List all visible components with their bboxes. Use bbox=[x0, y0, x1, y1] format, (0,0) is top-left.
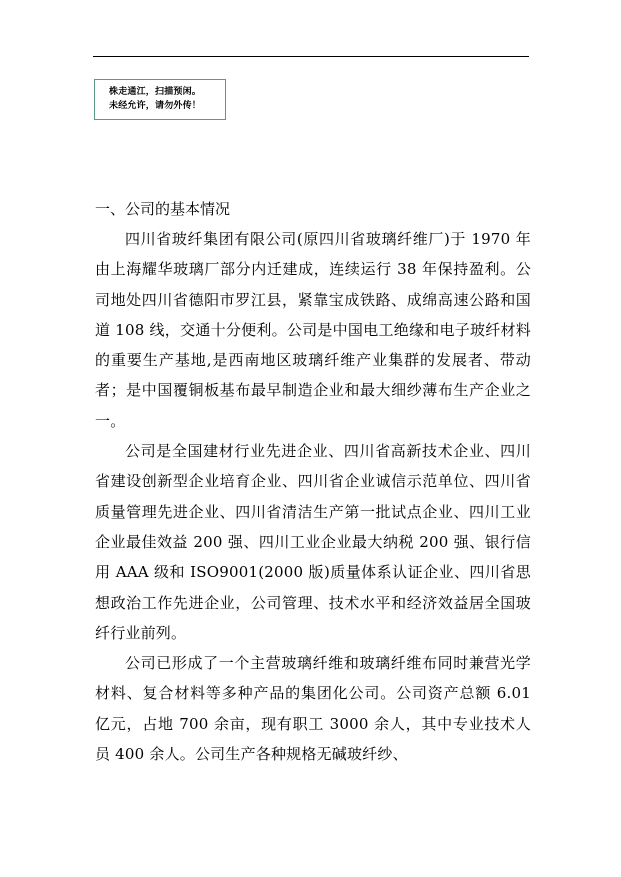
document-body bbox=[95, 194, 531, 769]
paragraph: 公司是全国建材行业先进企业、四川省高新技术企业、四川省建设创新型企业培育企业、四川省企业诚信示范单位、四川省质量管理先进企业、四川省清洁生产第一批试点企业、四川工业企业最佳效益 200 强、四川工业企业最大纳税 200 强、银行信用 AAA 级和 ISO9001(2000 版)质量体系认证企业、四川省思想政治工作先进企业，公司管理、技术水平和经济效益居全国玻纤行业前列。 bbox=[95, 442, 531, 642]
paragraph: 公司已形成了一个主营玻璃纤维和玻璃纤维布同时兼营光学材料、复合材料等多种产品的集团化公司。公司资产总额 6.01 亿元，占地 700 余亩，现有职工 3000 余人，其中专业技术人员 400 余人。公司生产各种规格无碱玻纤纱、 bbox=[95, 654, 531, 764]
paragraph: 四川省玻纤集团有限公司(原四川省玻璃纤维厂)于 1970 年由上海耀华玻璃厂部分内迁建成，连续运行 38 年保持盈利。公司地处四川省德阳市罗江县，紧靠宝成铁路、成绵高速公路和国道 108 线，交通十分便利。公司是中国电工绝缘和电子玻纤材料的重要生产基地,是西南地区玻璃纤维产业集群的发展者、带动者；是中国覆铜板基布最早制造企业和最大细纱薄布生产企业之一。 bbox=[95, 230, 531, 430]
header-rule bbox=[93, 56, 529, 57]
notice-box bbox=[94, 79, 226, 120]
section-heading: 一、公司的基本情况 bbox=[95, 200, 231, 218]
notice-line-1: 株走通江，扫描预闲。 bbox=[109, 87, 202, 97]
notice-line-2: 未经允许，请勿外传！ bbox=[109, 101, 202, 111]
